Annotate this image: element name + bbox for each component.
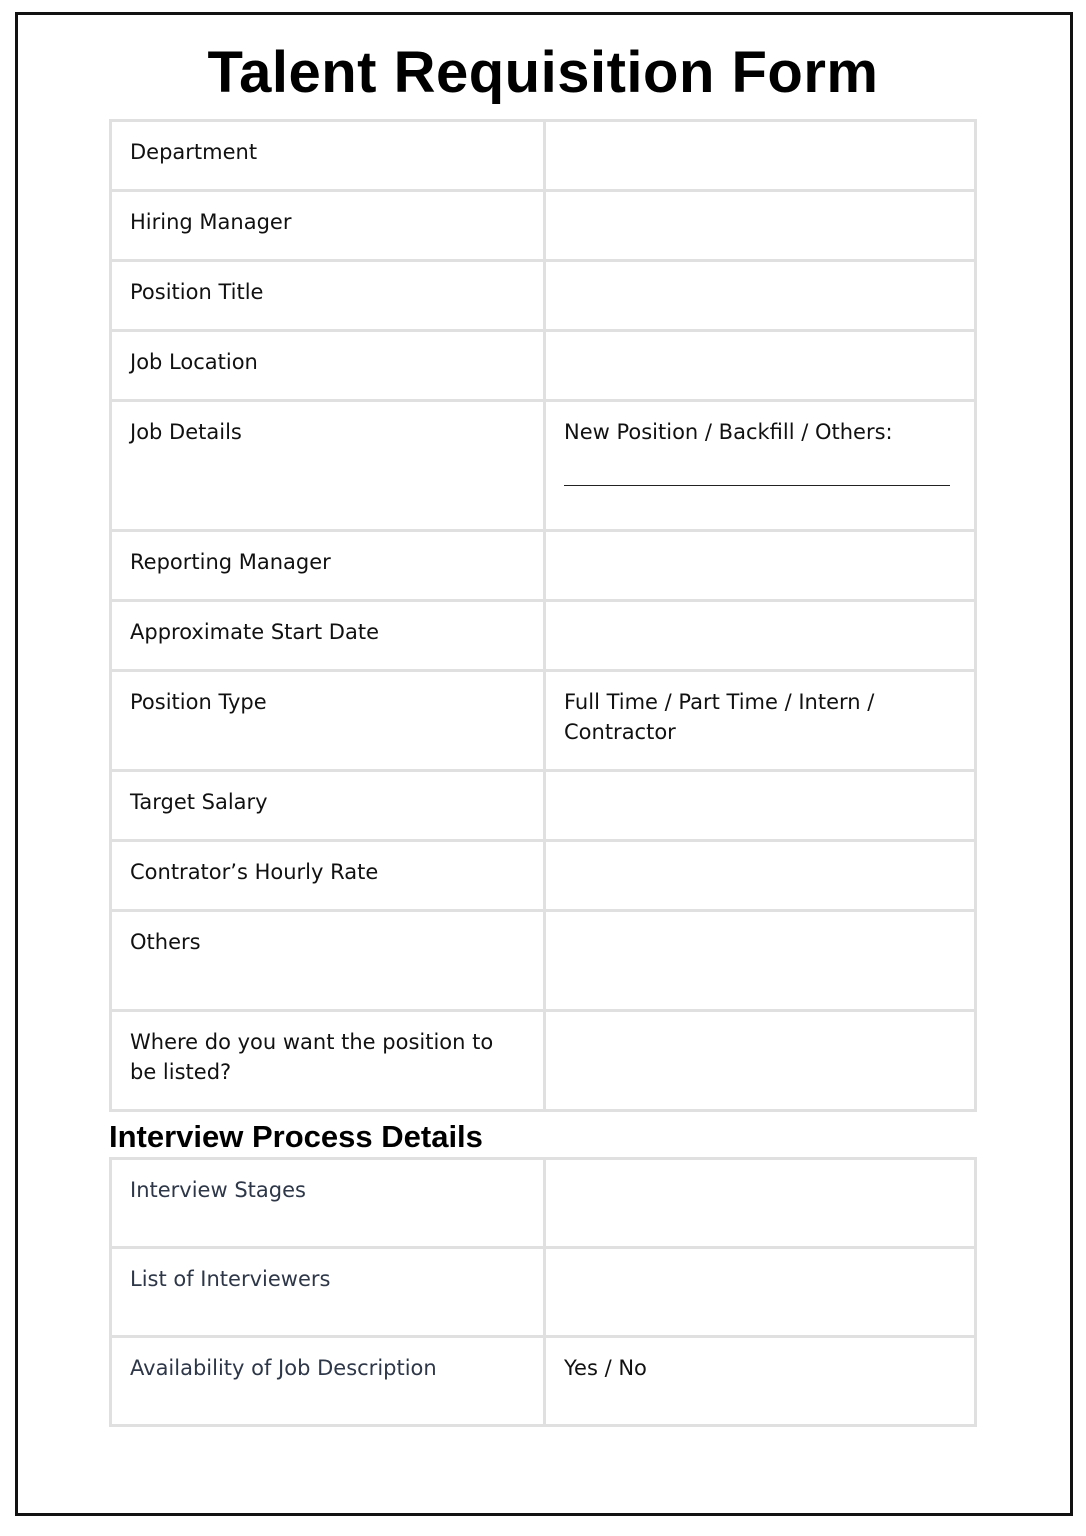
table-row — [111, 771, 976, 841]
field-value-cell[interactable] — [545, 841, 976, 911]
requisition-table — [109, 119, 977, 1112]
field-value-cell[interactable] — [545, 331, 976, 401]
field-value — [564, 532, 956, 547]
table-row — [111, 331, 976, 401]
field-value-cell[interactable] — [545, 261, 976, 331]
field-label: Interview Stages — [130, 1178, 306, 1202]
table-row — [111, 601, 976, 671]
field-label-cell — [111, 601, 545, 671]
field-value: New Position / Backfill / Others: — [564, 420, 893, 444]
field-value-cell[interactable] — [545, 191, 976, 261]
field-value — [564, 192, 956, 207]
fill-in-line[interactable] — [564, 485, 950, 486]
field-label: Job Location — [130, 350, 258, 374]
field-label-cell — [111, 1337, 545, 1426]
field-value-cell[interactable] — [545, 911, 976, 1011]
field-label: Position Title — [130, 280, 264, 304]
section-heading-interview: Interview Process Details — [109, 1119, 483, 1154]
field-label-cell — [111, 1159, 545, 1248]
field-value-cell[interactable] — [545, 1011, 976, 1111]
interview-table — [109, 1157, 977, 1427]
field-label: Where do you want the position to be listed? — [130, 1030, 494, 1084]
field-label-cell — [111, 401, 545, 531]
field-label-cell — [111, 671, 545, 771]
field-label: Reporting Manager — [130, 550, 331, 574]
field-label-cell — [111, 261, 545, 331]
field-value — [564, 122, 956, 137]
field-label: Availability of Job Description — [130, 1356, 437, 1380]
field-value: Full Time / Part Time / Intern / Contractor — [564, 690, 875, 744]
field-label-cell — [111, 771, 545, 841]
field-value-cell[interactable] — [545, 121, 976, 191]
field-value — [564, 1160, 956, 1175]
field-value-cell[interactable] — [545, 1337, 976, 1426]
page-title: Talent Requisition Form — [207, 40, 879, 105]
table-row — [111, 401, 976, 531]
table-row — [111, 911, 976, 1011]
field-label: Department — [130, 140, 258, 164]
field-value — [564, 1012, 956, 1027]
field-value — [564, 1249, 956, 1264]
table-row — [111, 841, 976, 911]
field-value — [564, 842, 956, 857]
field-value-cell[interactable] — [545, 531, 976, 601]
field-label-cell — [111, 1011, 545, 1111]
field-value — [564, 772, 956, 787]
field-value-cell[interactable] — [545, 771, 976, 841]
field-label-cell — [111, 1248, 545, 1337]
field-value-cell[interactable] — [545, 1159, 976, 1248]
field-label: Others — [130, 930, 201, 954]
table-row — [111, 1159, 976, 1248]
field-label-cell — [111, 331, 545, 401]
table-row — [111, 531, 976, 601]
field-label-cell — [111, 911, 545, 1011]
field-label-cell — [111, 121, 545, 191]
field-label: Hiring Manager — [130, 210, 292, 234]
field-value: Yes / No — [564, 1356, 647, 1380]
table-row — [111, 121, 976, 191]
field-label: Job Details — [130, 420, 242, 444]
field-label: Approximate Start Date — [130, 620, 379, 644]
table-row — [111, 1248, 976, 1337]
table-row — [111, 191, 976, 261]
field-value — [564, 332, 956, 347]
table-row — [111, 1337, 976, 1426]
field-value-cell[interactable] — [545, 1248, 976, 1337]
field-value-cell[interactable] — [545, 601, 976, 671]
field-label-cell — [111, 531, 545, 601]
field-value — [564, 262, 956, 277]
field-label: Contrator’s Hourly Rate — [130, 860, 379, 884]
table-row — [111, 1011, 976, 1111]
field-label: List of Interviewers — [130, 1267, 331, 1291]
field-label: Position Type — [130, 690, 267, 714]
table-row — [111, 671, 976, 771]
field-label: Target Salary — [130, 790, 268, 814]
table-row — [111, 261, 976, 331]
field-value — [564, 912, 956, 927]
field-value — [564, 602, 956, 617]
field-value-cell[interactable] — [545, 401, 976, 531]
field-label-cell — [111, 841, 545, 911]
field-label-cell — [111, 191, 545, 261]
field-value-cell[interactable] — [545, 671, 976, 771]
